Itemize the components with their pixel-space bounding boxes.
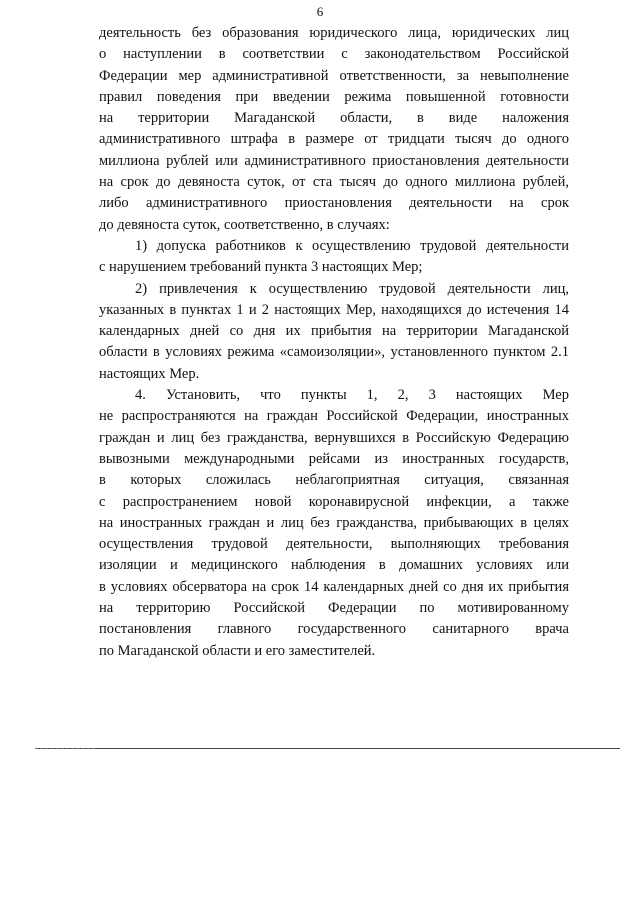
paragraph-item-2: [99, 279, 569, 385]
text-line: по Магаданской области и его заместителей.: [99, 642, 376, 659]
text-line: административного штрафа в размере от тридцати тысяч до одного: [99, 131, 569, 148]
text-line: настоящих Мер.: [99, 365, 200, 382]
text-line: Федерации мер административной ответственности, за невыполнение: [99, 67, 569, 84]
text-line: на иностранных граждан и лиц без гражданства, прибывающих в целях: [99, 514, 569, 531]
text-line: области в условиях режима «самоизоляции», установленного пунктом 2.1: [99, 344, 569, 361]
text-line: осуществления трудовой деятельности, выполняющих требования: [99, 536, 569, 553]
text-line: правил поведения при введении режима повышенной готовности: [99, 88, 569, 105]
text-line: не распространяются на граждан Российской Федерации, иностранных: [99, 408, 569, 425]
text-line: на территорию Российской Федерации по мотивированному: [99, 600, 569, 617]
text-line: 4. Установить, что пункты 1, 2, 3 настоящих Мер: [135, 387, 569, 404]
document-body: [99, 23, 569, 662]
text-line: на территории Магаданской области, в виде наложения: [99, 110, 569, 127]
text-line: 2) привлечения к осуществлению трудовой деятельности лиц,: [135, 280, 569, 297]
page-number: 6: [316, 4, 324, 19]
text-line: миллиона рублей или административного приостановления деятельности: [99, 152, 569, 169]
text-line: календарных дней со дня их прибытия на территории Магаданской: [99, 323, 569, 340]
text-line: в которых сложилась неблагоприятная ситуация, связанная: [99, 472, 569, 489]
text-line: с нарушением требований пункта 3 настоящих Мер;: [99, 259, 423, 276]
text-line: с распространением новой коронавирусной инфекции, а также: [99, 493, 569, 510]
text-line: вывозными международными рейсами из иностранных государств,: [99, 450, 569, 467]
text-line: постановления главного государственного санитарного врача: [99, 621, 569, 638]
text-line: до девяноста суток, соответственно, в случаях:: [99, 216, 390, 233]
text-line: в условиях обсерватора на срок 14 календарных дней со дня их прибытия: [99, 578, 569, 595]
paragraph-item-1: [99, 236, 569, 279]
text-line: граждан и лиц без гражданства, вернувшихся в Российскую Федерацию: [99, 429, 569, 446]
text-line: указанных в пунктах 1 и 2 настоящих Мер, находящихся до истечения 14: [99, 301, 569, 318]
paragraph-administrative-liability: [99, 23, 569, 236]
text-line: о наступлении в соответствии с законодательством Российской: [99, 46, 569, 63]
paragraph-section-4: [99, 385, 569, 662]
text-line: изоляции и медицинского наблюдения в домашних условиях или: [99, 557, 569, 574]
text-line: деятельность без образования юридического лица, юридических лиц: [99, 25, 569, 41]
bottom-rule-divider: [35, 748, 620, 749]
bottom-rule-dashed-segment: [35, 748, 95, 749]
text-line: либо административного приостановления деятельности на срок: [99, 195, 569, 212]
text-line: 1) допуска работников к осуществлению трудовой деятельности: [135, 237, 569, 254]
text-line: на срок до девяноста суток, от ста тысяч до одного миллиона рублей,: [99, 174, 569, 191]
